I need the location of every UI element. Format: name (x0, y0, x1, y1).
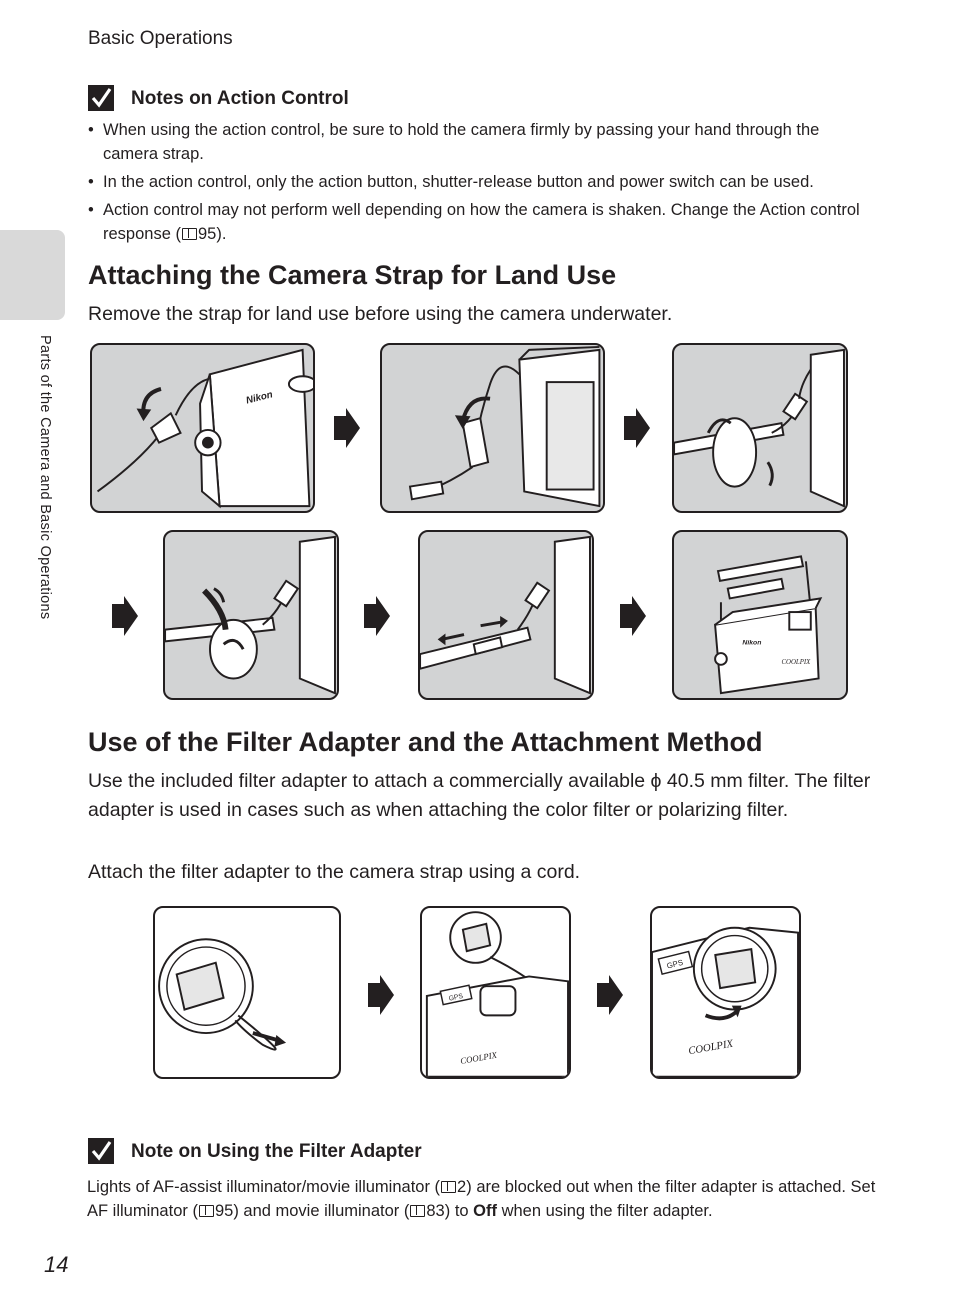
filter-step-3 (650, 906, 801, 1079)
strap-step-5 (418, 530, 594, 700)
page-ref[interactable]: 2 (457, 1178, 467, 1196)
strap-step-2 (380, 343, 605, 513)
strap-step-4-drawing (165, 532, 337, 698)
filter-step-1-drawing (155, 908, 339, 1077)
side-tab (0, 230, 65, 320)
camera-model-label: COOLPIX (687, 1037, 734, 1058)
check-note-icon (88, 1138, 114, 1164)
filter-para-2: Attach the filter adapter to the camera strap using a cord. (88, 861, 581, 883)
step-arrow-icon (624, 408, 650, 448)
note-filter-body: Lights of AF-assist illuminator/movie illuminator ( 2) are blocked out when the filter adapter is attached. Set AF illuminator ( 95) and movie illuminator ( 83) to Off when using the filter adapter. (87, 1178, 876, 1220)
book-ref-icon (441, 1181, 456, 1193)
list-item: • In the action control, only the action button, shutter-release button and power switch can be used. (86, 170, 876, 194)
step-arrow-icon (368, 975, 394, 1015)
step-arrow-icon (334, 408, 360, 448)
page-ref[interactable]: 95 (214, 1202, 234, 1220)
strap-step-5-drawing (420, 532, 592, 698)
strap-intro: Remove the strap for land use before using the camera underwater. (88, 303, 673, 325)
strap-step-3 (672, 343, 848, 513)
note-action-title: Notes on Action Control (131, 88, 349, 109)
camera-model-label: COOLPIX (781, 658, 811, 666)
page-ref[interactable]: 95 (197, 225, 217, 243)
side-tab-label: Parts of the Camera and Basic Operations (37, 335, 53, 620)
check-note-icon (88, 85, 114, 111)
page-number: 14 (44, 1252, 69, 1277)
filter-step-1 (153, 906, 341, 1079)
note-filter-title: Note on Using the Filter Adapter (131, 1141, 422, 1162)
strap-step-3-drawing (674, 345, 846, 511)
page-ref[interactable]: 83 (426, 1202, 445, 1220)
step-arrow-icon (620, 596, 646, 636)
filter-para-1: Use the included filter adapter to attach a commercially available ϕ 40.5 mm filter. The filter adapter is used in cases such as when attaching the color filter or polarizing filter. (88, 770, 871, 821)
strap-step-2-drawing (382, 345, 603, 511)
note-action-list (86, 118, 876, 250)
strap-step-4 (163, 530, 339, 700)
list-item: • When using the action control, be sure to hold the camera firmly by passing your hand through the camera strap. (86, 118, 876, 166)
camera-gps-label: GPS (448, 992, 464, 1003)
off-setting-label: Off (473, 1202, 497, 1220)
book-ref-icon (410, 1205, 425, 1217)
camera-model-label: COOLPIX (459, 1049, 498, 1067)
book-ref-icon (182, 228, 197, 240)
strap-step-6-drawing (674, 532, 846, 698)
list-item: • Action control may not perform well depending on how the camera is shaken. Change the Action control response ( 95). (86, 198, 876, 246)
camera-gps-label: GPS (665, 957, 684, 971)
section-label: Basic Operations (88, 28, 233, 49)
filter-step-3-drawing (652, 908, 799, 1077)
strap-step-6 (672, 530, 848, 700)
side-tab-label-box (37, 335, 59, 675)
step-arrow-icon (112, 596, 138, 636)
camera-brand-label: Nikon (742, 639, 762, 647)
strap-step-1-drawing (92, 345, 313, 511)
filter-step-2-drawing (422, 908, 569, 1077)
filter-step-2 (420, 906, 571, 1079)
step-arrow-icon (597, 975, 623, 1015)
book-ref-icon (199, 1205, 214, 1217)
filter-heading: Use of the Filter Adapter and the Attachment Method (88, 727, 763, 757)
camera-brand-label: Nikon (244, 389, 274, 407)
strap-heading: Attaching the Camera Strap for Land Use (88, 260, 617, 290)
step-arrow-icon (364, 596, 390, 636)
strap-step-1 (90, 343, 315, 513)
